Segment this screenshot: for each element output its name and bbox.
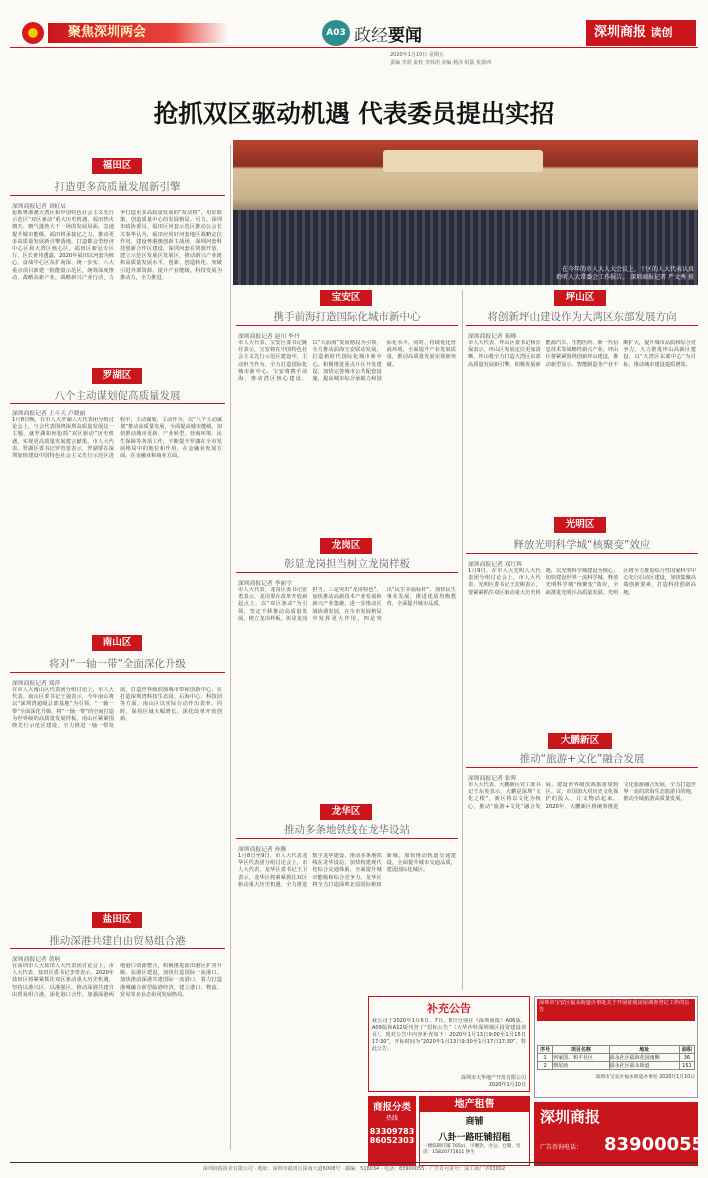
- body-pingshan: 市人大代表、坪山区委书记杨长保表示，坪山区发展定位更加清晰，坪山将全力打造大湾区东部高质量发展新引擎，积极发展新能源汽车、生物医药、新一代信息技术等战略性新兴产业。坪山区将紧紧围绕创新坪山建设，推动新型显示、智能制造等产业不断扩大，提升城市品质和综合竞争力。大力推进坪山高新区建设，以“大湾区东部中心”为目标，推动城市建设提质增效。: [468, 340, 696, 368]
- hotline-label: 热线: [385, 1115, 398, 1122]
- date-line: 2020年1月10日 星期五: [390, 52, 444, 58]
- editor-line: 责编 李湛 责校 李林玥 美编 杨莎 组版 优源西: [390, 60, 492, 66]
- body-luohu: 1月8日晚，在市人大罗湖人大代表团分组讨论会上，与会代表围绕深圳高质量发展这一主题，就罗湖如何抢抓“双区驱动”历史机遇，实现更高质量发展建言献策。市人大代表、罗湖区委书记罗育宽表示，罗湖要在深圳加快建设中国特色社会主义先行示范区进程中，主动谋划、主动作为，以“八个主动谋划”推动高质量发展，全面提高城市能级，加快推动城市更新、产业转型、营商环境、民生保障等各项工作，不断提升罗湖在全市发展格局中的地位和作用。在金融业发展方面，在金融业和商业方面。: [12, 417, 222, 460]
- table-footer: 深圳市宝安区福永街道办事处 2020年1月10日: [595, 1075, 695, 1080]
- tag-luohu: 罗湖区: [92, 368, 142, 384]
- notice-body: 我公司于2020年1月6日、7日、8日分别在《深圳商报》A06版、A09版和A12版刊登了“招标公告”（大华沙特深圳城区投资建设项目），现对公告中内容补充如下：2020年1月13日9:00至1月15日17:30”，开标时间为“2020年1月13日9:30至1月17日17:30”，特此公告。: [372, 1018, 526, 1052]
- section-name: 政经: [354, 26, 388, 46]
- body-baoan: 市人大代表、宝安区委书记姚任表示，宝安将在中国特色社会主义先行示范区建设中，主动担当作为，全力打造国际化城市新中心。宝安将携手前海，推动湾区核心建设，以“大前海”发展格局为引领，全力推动前海宝安联动发展，打造新时代国际化城市新中心。积极推进重点片区开发建设，加快完善城市公共配套设施，提高城市综合承载力和国际化水平。同时，持续优化营商环境，全面提升产业发展质量，推动高质量发展实现新突破。: [238, 340, 456, 383]
- tag-futian: 福田区: [92, 158, 142, 174]
- tag-pingshan: 坪山区: [554, 290, 606, 306]
- byline-longhua: 深圳商报记者 孙腾: [238, 847, 287, 853]
- body-longhua: 1月8日至9日，市人大代表龙华区代表团分组讨论会上，市人大代表、龙华区委书记王卫表示，龙华区将紧紧抓住双区驱动重大历史机遇，全力推进数字龙华建设，推动多条地铁线在龙华设站，加快构建现代化综合交通体系，全面提升城市能级和综合竞争力。龙华区将全力打造深圳北站国际枢纽新城，加快推动轨道交通建设，全面提升城市交通品质，建设国际化城区。: [238, 853, 456, 888]
- notice-title: 补充公告: [427, 1002, 471, 1015]
- ad-brand: 深圳商报: [540, 1108, 601, 1126]
- body-longgang: 市人大代表、龙岗区委书记张勇表示，龙岗要在改革开放新起点上，以“双区驱动”为引领，坚定不移推动高质量发展，树立龙岗样板，彰显龙岗担当。三是突出“龙岗特色”，加快推动高新技术产业发展和新兴产业集聚，进一步推动区域协调发展，在全市发展格局中发挥更大作用。四是突出“民生幸福标杆”，加快民生事业发展，推进优质均衡教育，全面提升城市品质。: [238, 587, 456, 622]
- emblem-icon: [22, 22, 44, 44]
- paper-sub: 读创: [650, 26, 673, 39]
- body-futian: 抢抓粤港澳大湾区和中国特色社会主义先行示范区“双区驱动”重大历史机遇，福田热火朝天、朝气蓬勃大干一场的发展局面，急速提升城市能级。福田将承接亿之力，推动更多高质量发展新引擎落地，打造都会型经济中心区和大湾区核心区。福田区新冠专区行、区长黄伟透露，2020年福田以河套为核心，奋战中心区东扩南深、统一步实、八大重点项目新建一批能量示范区，统筹深度推动、战略高新产业，战略新兴产业行动，力争打造更多高质量发展的“发动机”，用好政策，创造质量中心的发展格局。可力。深圳市政协委员、福田区河套示范区推动公会长关秦华认为，福田应用好河套地区战略定位作用，建设粤港澳创新主战场，深圳河套科技创新合作区建设，深圳河套在资源开放、建立示范区发展区发展区，推动新兴产业链和高质量发展水平，创新、创造转化、突破引进外部资源，提升产业能级。科技发展为推动力，全力推进。: [12, 210, 222, 281]
- section-title: [354, 21, 422, 46]
- tag-yantian: 盐田区: [92, 912, 142, 928]
- byline-yantian: 深圳商报记者 黄舸: [12, 957, 61, 963]
- table-row: 2 塘尾商 福永社区福永街道 151: [538, 1062, 695, 1070]
- property-road: 八卦一路旺铺招租: [438, 1133, 511, 1143]
- tag-longhua: 龙华区: [320, 804, 372, 820]
- title-yantian: 推动深港共建自由贸易组合港: [49, 935, 186, 947]
- byline-baoan: 深圳商报记者 赵川 李丹: [238, 334, 300, 340]
- column-title-banner: [48, 23, 228, 43]
- byline-guangming: 深圳商报记者 邓红辉: [468, 562, 523, 568]
- property-ad: [419, 1096, 530, 1166]
- table-header: 面积: [679, 1046, 694, 1054]
- tag-dapeng: 大鹏新区: [548, 733, 612, 749]
- title-nanshan: 将对“一轴一带”全面深化升级: [49, 658, 186, 670]
- photo-caption: 在今年的市人大人大会议上，十区的人大代表认真 聆听人大常委会工作报告。 深圳商报记者 严文秀 摄: [556, 266, 694, 281]
- byline-pingshan: 深圳商报记者 蒋峰: [468, 334, 517, 340]
- table-row: 1 何家围、和平社区 福永社区福海花园南侧 36: [538, 1054, 695, 1062]
- conference-photo: [233, 140, 698, 285]
- property-detail: 一楼临街旺铺 765㎡，可餐饮、办公、仓储，电话：15820771611 钟生: [423, 1144, 521, 1155]
- table-title: 深圳市宝安区福永街道办事处关于开展征收房屋调查登记工作的公告: [537, 999, 695, 1021]
- hotline-1: 83309783: [369, 1127, 415, 1136]
- body-nanshan: 在市人大南山区代表团分组讨论上，市人大代表、南山区委书记王强表示，今年南山将以“深圳湾超级总部基地”为引领，“一轴一带”全面深化升级，将“一轴一带”的空间打造为世界级的高质量发展样板。南山区紧紧围绕先行示范区建设，全力推进一轴一带发展，打造世界级滨海城市带和创新中心。在打造深圳湾科技生态园、后海中心、科技园等方面，南山区以实际行动作出表率。同时，保持区域大幅增长，深化改革开放创新。: [12, 687, 222, 730]
- title-futian: 打造更多高质量发展新引擎: [54, 181, 181, 193]
- tag-nanshan: 南山区: [92, 635, 142, 651]
- paper-logo: [586, 20, 696, 46]
- body-guangming: 1月9日，在市人大光明人大代表团分组讨论会上，市人大代表、光明区委书记王宏彬表示，要紧紧抓住双区驱动重大历史机遇，以光明科学城建设为核心，加快建设世界一流科学城，释放光明科学城“核聚变”效应，全面推进光明区高质量发展。光明区将全力推进综合性国家科学中心先行启动区建设，加快集聚高端创新要素，打造科技创新高地。: [468, 568, 696, 596]
- table-header: 序号: [538, 1046, 553, 1054]
- title-baoan: 携手前海打造国际化城市新中心: [273, 311, 421, 323]
- classified-label: 商报分类: [372, 1102, 411, 1113]
- body-yantian: 在深圳市人大盐田人大代表团讨论会上，市人大代表、盐田区委书记李青表示，2020年盐田区将紧紧抓住双区驱动重大历史机遇，坚持以港兴区、以港强区，推动深港共建自由贸易组合港，深化港口合作，加强深港两地港口资源整合，积极推进盐田港区扩容升级、东港区建设，加快打造国际一流港口。加快推动深港共建国际一流港口，着力打造港城融合新型临港经济，建立港口、物流、贸易等多业态协同发展格局。: [12, 963, 222, 998]
- body-dapeng: 市人大代表、大鹏新区党工委书记王东英表示，大鹏是深圳“文化之根”，新区将以文化为核心，推动“旅游+文化”融合发展，建设世界级滨海旅游度假区。议，市国加大对历史文化保护的投入，让文物活起来。2020年，大鹏新区将统筹推进文化旅游融合发展，全力打造世界一流的滨海生态旅游目的地，推动全域旅游高质量发展。: [468, 782, 696, 810]
- title-longhua: 推动多条地铁线在龙华设站: [284, 824, 410, 836]
- masthead-bar: [10, 20, 698, 66]
- property-title: 地产租售: [420, 1097, 529, 1112]
- classified-ad: [368, 1096, 416, 1166]
- title-luohu: 八个主动谋划促高质量发展: [54, 390, 181, 402]
- section-name-emphasis: 要闻: [388, 26, 422, 46]
- table-header: 项目名称: [553, 1046, 609, 1054]
- paper-name: 深圳商报: [594, 25, 647, 40]
- title-longgang: 彰显龙岗担当树立龙岗样板: [284, 558, 410, 570]
- ad-phone-label: 广告咨询电话：: [540, 1144, 583, 1151]
- table-header: 地址: [609, 1046, 679, 1054]
- notice-table: [537, 1045, 695, 1070]
- column-title: 聚焦深圳两会: [68, 25, 147, 40]
- byline-luohu: 深圳商报记者 王斗天 卢晓丽: [12, 411, 86, 417]
- page-number-badge: A03: [322, 20, 350, 46]
- ad-phone: 83900055: [604, 1134, 705, 1155]
- notice-box: [368, 996, 530, 1092]
- tag-longgang: 龙岗区: [320, 538, 372, 554]
- byline-nanshan: 深圳商报记者 郑萍: [12, 681, 61, 687]
- byline-dapeng: 深圳商报记者 张晖: [468, 776, 517, 782]
- byline-futian: 深圳商报记者 刘虹辰: [12, 204, 67, 210]
- page-footer: 深圳商报报业有限公司 · 地址：深圳市福田区深南大道6008号 · 邮编：518034 · 电话：83900055 · 广告许可证号：深工商广字03002: [202, 1166, 506, 1172]
- tag-baoan: 宝安区: [320, 290, 372, 306]
- main-headline: 抢抓双区驱动机遇 代表委员提出实招: [153, 99, 555, 128]
- notice-date: 2020年1月10日: [488, 1082, 526, 1088]
- title-dapeng: 推动“旅游+文化”融合发展: [519, 753, 645, 765]
- hotline-2: 86052303: [369, 1136, 415, 1145]
- title-pingshan: 将创新坪山建设作为大湾区东部发展方向: [487, 311, 677, 323]
- byline-longgang: 深圳商报记者 李丽宇: [238, 581, 293, 587]
- property-shop: 商铺: [465, 1117, 484, 1127]
- ad-hotline-banner: [534, 1102, 705, 1166]
- notice-table-box: [534, 996, 698, 1098]
- tag-guangming: 光明区: [554, 517, 606, 533]
- notice-signature: 深圳市大华地产开发有限公司: [460, 1075, 526, 1081]
- title-guangming: 释放光明科学城“核聚变”效应: [513, 539, 651, 551]
